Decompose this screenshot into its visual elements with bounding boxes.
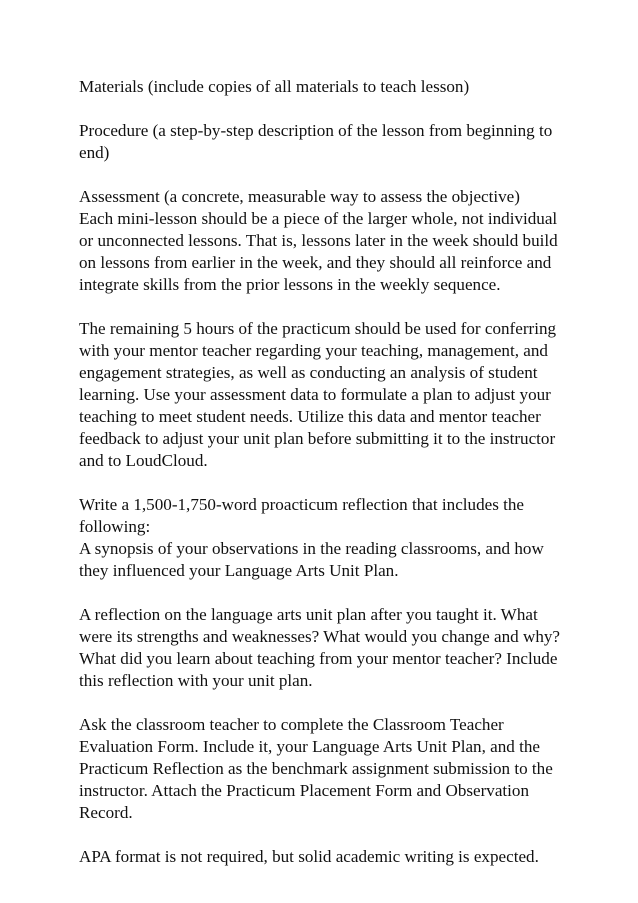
text-line: What did you learn about teaching from your mentor teacher? Include: [79, 649, 558, 668]
text-line: were its strengths and weaknesses? What would you change and why?: [79, 627, 561, 646]
text-line: this reflection with your unit plan.: [79, 671, 313, 690]
text-line: Assessment (a concrete, measurable way to assess the objective): [79, 187, 520, 206]
paragraph-evaluation-form: [79, 714, 569, 824]
text-line: with your mentor teacher regarding your teaching, management, and: [79, 341, 548, 360]
paragraph-remaining-hours: [79, 318, 569, 472]
text-line: learning. Use your assessment data to formulate a plan to adjust your: [79, 385, 551, 404]
paragraph-assessment: [79, 186, 569, 296]
text-line: APA format is not required, but solid academic writing is expected.: [79, 847, 539, 866]
text-line: following:: [79, 517, 151, 536]
text-line: Record.: [79, 803, 133, 822]
text-line: and to LoudCloud.: [79, 451, 208, 470]
text-line: Procedure (a step-by-step description of the lesson from beginning to: [79, 121, 553, 140]
text-line: Evaluation Form. Include it, your Language Arts Unit Plan, and the: [79, 737, 540, 756]
text-line: feedback to adjust your unit plan before submitting it to the instructor: [79, 429, 556, 448]
text-line: engagement strategies, as well as conducting an analysis of student: [79, 363, 538, 382]
paragraph-apa-format: [79, 846, 569, 868]
paragraph-materials: [79, 76, 569, 98]
text-line: they influenced your Language Arts Unit Plan.: [79, 561, 399, 580]
text-line: instructor. Attach the Practicum Placement Form and Observation: [79, 781, 530, 800]
text-line: teaching to meet student needs. Utilize this data and mentor teacher: [79, 407, 541, 426]
text-line: Each mini-lesson should be a piece of the larger whole, not individual: [79, 209, 558, 228]
text-line: Materials (include copies of all materials to teach lesson): [79, 77, 470, 96]
paragraph-reflection-assignment: [79, 494, 569, 582]
text-line: on lessons from earlier in the week, and they should all reinforce and: [79, 253, 552, 272]
text-line: or unconnected lessons. That is, lessons later in the week should build: [79, 231, 558, 250]
document-body: [79, 76, 569, 890]
text-line: The remaining 5 hours of the practicum should be used for conferring: [79, 319, 557, 338]
text-line: A synopsis of your observations in the reading classrooms, and how: [79, 539, 544, 558]
text-line: Ask the classroom teacher to complete the Classroom Teacher: [79, 715, 504, 734]
text-line: Write a 1,500-1,750-word proacticum reflection that includes the: [79, 495, 525, 514]
text-line: integrate skills from the prior lessons in the weekly sequence.: [79, 275, 501, 294]
text-line: A reflection on the language arts unit plan after you taught it. What: [79, 605, 538, 624]
text-line: end): [79, 143, 110, 162]
paragraph-procedure: [79, 120, 569, 164]
text-line: Practicum Reflection as the benchmark assignment submission to the: [79, 759, 553, 778]
paragraph-unit-plan-reflection: [79, 604, 569, 692]
